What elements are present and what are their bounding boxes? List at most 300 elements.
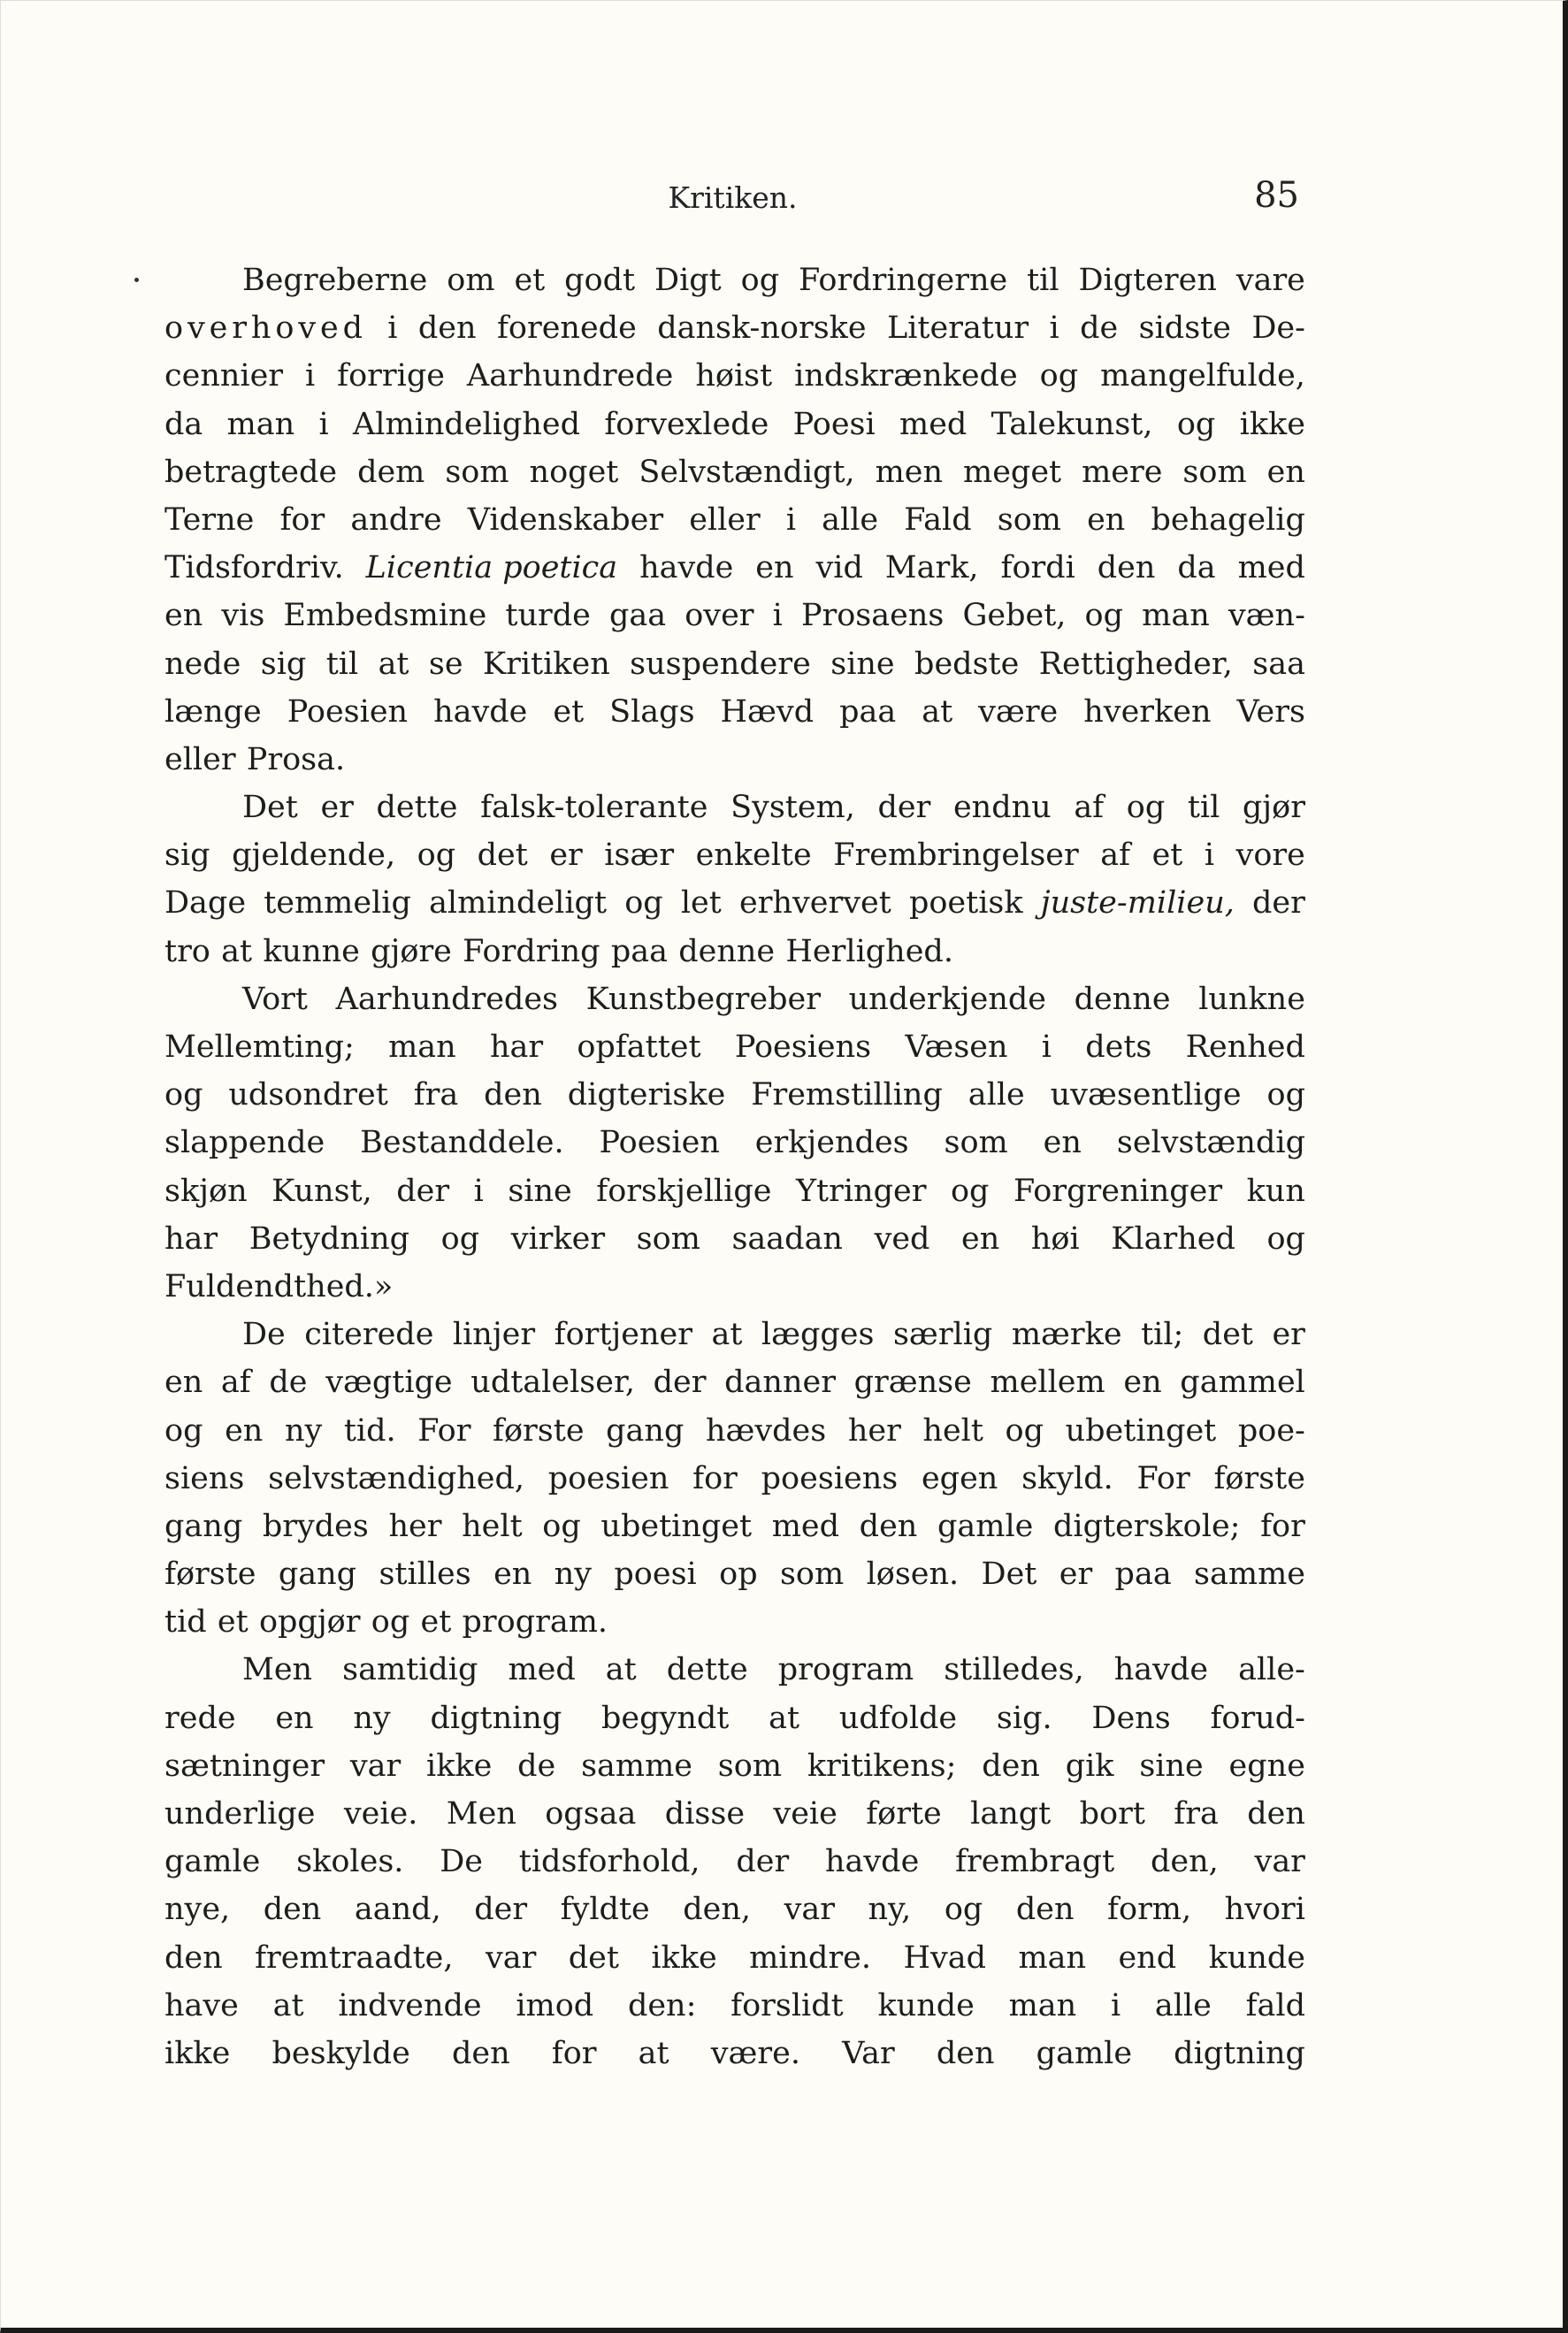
word: samme <box>581 1748 692 1784</box>
word: Digt <box>654 263 722 298</box>
word: virker <box>510 1220 606 1257</box>
text-line <box>164 879 1305 927</box>
word: paa <box>610 933 668 969</box>
word: den <box>417 310 477 347</box>
word: høi <box>1030 1220 1080 1257</box>
word: Hvad <box>903 1939 987 1976</box>
word: Poesien <box>287 693 409 730</box>
word: betragtede <box>164 454 338 490</box>
running-head <box>164 175 1301 228</box>
word: gammel <box>1180 1365 1305 1401</box>
word: falsk-tolerante <box>480 790 708 826</box>
word: Kunstbegreber <box>585 981 821 1017</box>
word: selvstændighed, <box>268 1460 525 1496</box>
text-line <box>164 928 1305 975</box>
word: digtning <box>430 1700 562 1736</box>
word: Hævd <box>720 693 815 730</box>
word: cennier <box>164 358 284 394</box>
word: Videnskaber <box>467 501 664 538</box>
text-line <box>164 1886 1305 1933</box>
word: vore <box>1235 838 1305 874</box>
word: Væsen <box>905 1029 1008 1065</box>
word: linjer <box>452 1317 536 1353</box>
word: Frembringelser <box>833 838 1079 874</box>
word: om <box>447 263 495 298</box>
word: Ytringer <box>795 1173 927 1209</box>
word: opgjør <box>258 1604 361 1641</box>
word: Poesien <box>599 1125 720 1161</box>
word: Almindelighed <box>353 406 580 442</box>
word: stilledes, <box>944 1652 1084 1688</box>
word: Dage <box>164 885 247 922</box>
running-title: Kritiken. <box>668 180 798 215</box>
word: digteriske <box>567 1077 726 1113</box>
paragraph <box>164 1311 1305 1646</box>
word: første <box>1213 1460 1305 1496</box>
word: der <box>1252 885 1305 922</box>
word: gik <box>1065 1748 1114 1784</box>
word: Begreberne <box>242 263 428 298</box>
word: Men <box>242 1652 313 1688</box>
word: især <box>604 838 675 874</box>
word: poesiens <box>761 1460 899 1496</box>
word: erhvervet <box>739 885 891 922</box>
word: opfattet <box>577 1029 701 1065</box>
word: men <box>875 454 944 490</box>
word: i <box>473 1173 484 1209</box>
word: Poesiens <box>734 1029 872 1065</box>
word: det <box>1202 1317 1253 1353</box>
word: sætninger <box>164 1748 325 1784</box>
text-line <box>164 1838 1305 1886</box>
word: de <box>517 1748 556 1784</box>
word: der <box>877 790 931 826</box>
paragraph <box>164 975 1305 1311</box>
word: program <box>777 1652 914 1688</box>
word: temmelig <box>264 885 411 922</box>
word: gamle <box>164 1844 261 1880</box>
word: et <box>553 693 585 730</box>
word: den: <box>627 1987 697 2023</box>
word: Vers <box>1236 693 1305 730</box>
word: dette <box>376 790 458 826</box>
word: Prosaens <box>800 598 945 634</box>
word: en <box>755 550 794 586</box>
word: fald <box>1245 1987 1305 2023</box>
word: mangelfulde, <box>1100 358 1305 394</box>
text-line <box>164 1167 1305 1215</box>
word: enkelte <box>695 838 812 874</box>
word: alle <box>822 501 879 538</box>
word: og <box>164 1412 203 1449</box>
word: aand, <box>354 1892 441 1928</box>
page-number: 85 <box>1254 175 1299 216</box>
word: man <box>1018 1939 1087 1976</box>
word: forskjellige <box>596 1173 772 1209</box>
word: langt <box>970 1796 1052 1832</box>
word: Var <box>842 2035 895 2071</box>
text-line <box>164 688 1305 736</box>
word: løsen. <box>866 1557 960 1593</box>
word: over <box>685 598 754 634</box>
word: Aarhundrede <box>466 358 674 394</box>
word: mærke <box>1011 1317 1122 1353</box>
word: saa <box>1252 646 1305 682</box>
text-line <box>164 1119 1305 1166</box>
word: veie. <box>343 1796 418 1832</box>
word: til <box>325 646 359 682</box>
word: forvexlede <box>604 406 769 442</box>
word: eller <box>689 501 761 538</box>
word: dette <box>666 1652 748 1688</box>
word: Poesi <box>792 406 876 442</box>
word: Herlighed. <box>785 933 953 969</box>
word: sig. <box>996 1700 1052 1736</box>
word: poesi <box>614 1557 697 1593</box>
word: alle <box>968 1077 1025 1113</box>
word: hævdes <box>705 1412 827 1449</box>
word: førte <box>866 1796 942 1832</box>
word: imod <box>516 1987 594 2023</box>
word: Mellemting; <box>164 1029 355 1065</box>
word: paa <box>1114 1557 1172 1593</box>
word: ny, <box>868 1892 912 1928</box>
word: og <box>417 838 456 874</box>
word: gjøre <box>371 933 452 969</box>
word: fremtraadte, <box>255 1939 454 1976</box>
word: Betydning <box>249 1220 410 1257</box>
word: der <box>396 1173 450 1209</box>
word: tid. <box>343 1412 396 1449</box>
word: her <box>388 1508 442 1544</box>
word: ubetinget <box>600 1508 753 1544</box>
word: poesien <box>547 1460 669 1496</box>
word: med <box>771 1508 840 1544</box>
word: gjør <box>1242 790 1305 826</box>
word: det <box>568 1939 619 1976</box>
text-line <box>164 1550 1305 1598</box>
word: en <box>1043 1125 1082 1161</box>
word: nede <box>164 646 241 682</box>
word: paa <box>839 693 897 730</box>
word: behagelig <box>1151 501 1305 538</box>
text-line <box>164 1982 1305 2030</box>
word: og <box>542 1508 581 1544</box>
word: helt <box>462 1508 523 1544</box>
word: som <box>636 1220 700 1257</box>
word: egen <box>921 1460 998 1496</box>
word: Licentia poetica <box>365 550 618 586</box>
word: skyld. <box>1021 1460 1113 1496</box>
word: og <box>1005 1412 1044 1449</box>
word: let <box>680 885 722 922</box>
word: alle <box>1154 1987 1212 2023</box>
word: særlig <box>892 1317 993 1353</box>
word: sine <box>830 646 895 682</box>
text-line <box>164 1407 1305 1455</box>
word: veie <box>773 1796 838 1832</box>
word: Fremstilling <box>751 1077 943 1113</box>
word: en <box>275 1700 314 1736</box>
text-line <box>164 1215 1305 1263</box>
word: havde <box>433 693 528 730</box>
word: vare <box>1235 263 1305 298</box>
word: System, <box>730 790 855 826</box>
text-line <box>164 1598 1305 1646</box>
word: mere <box>1082 454 1163 490</box>
text-line <box>164 448 1305 496</box>
word: den, <box>683 1892 752 1928</box>
word: udfolde <box>838 1700 958 1736</box>
word: Dens <box>1091 1700 1171 1736</box>
word: at <box>272 1987 304 2023</box>
word: og <box>950 1173 990 1209</box>
word: udtalelser, <box>470 1365 635 1401</box>
word: slappende <box>164 1125 325 1161</box>
word: Prosa. <box>246 741 346 777</box>
word: den <box>263 1892 322 1928</box>
word: poe- <box>1237 1412 1305 1449</box>
word: forrige <box>337 358 445 394</box>
word: Embedsmine <box>283 598 487 634</box>
word: De <box>440 1844 483 1880</box>
word: i <box>1049 310 1059 347</box>
word: har <box>164 1220 218 1257</box>
word: og <box>1126 790 1166 826</box>
word: dansk-norske <box>657 310 867 347</box>
word: her <box>847 1412 901 1449</box>
word: med <box>1237 550 1305 586</box>
text-line <box>164 352 1305 400</box>
word: skjøn <box>164 1173 248 1209</box>
word: forud- <box>1210 1700 1305 1736</box>
word: indskrænkede <box>794 358 1018 394</box>
text-line <box>164 831 1305 879</box>
word: grænse <box>853 1365 972 1401</box>
word: da <box>1177 550 1216 586</box>
word: og <box>624 885 663 922</box>
word: gang <box>278 1557 357 1593</box>
word: var <box>1254 1844 1305 1880</box>
word: og <box>164 1077 203 1113</box>
word: en <box>164 1365 203 1401</box>
word: Det <box>981 1557 1037 1593</box>
word: gamle <box>937 1508 1034 1544</box>
word: gamle <box>1036 2035 1133 2071</box>
word: da <box>164 406 203 442</box>
word: helt <box>922 1412 983 1449</box>
word: vægtige <box>325 1365 453 1401</box>
word: danner <box>724 1365 836 1401</box>
text-line <box>164 401 1305 448</box>
word: For <box>1136 1460 1190 1496</box>
word: Kritiken <box>482 646 610 682</box>
text-line <box>164 1455 1305 1503</box>
word: et <box>217 1604 249 1641</box>
text-line <box>164 1934 1305 1982</box>
word: gaa <box>608 598 667 634</box>
word: de <box>1080 310 1119 347</box>
word: ny <box>554 1557 593 1593</box>
word: have <box>164 1987 239 2023</box>
word: havde <box>639 550 734 586</box>
word: den <box>859 1508 918 1544</box>
word: hvori <box>1224 1892 1305 1928</box>
word: havde <box>824 1844 920 1880</box>
word: som <box>779 1557 845 1593</box>
word: sine <box>508 1173 572 1209</box>
word: gang <box>606 1412 685 1449</box>
word: end <box>1118 1939 1177 1976</box>
word: lægges <box>761 1317 875 1353</box>
word: de <box>269 1365 308 1401</box>
text-line <box>164 1646 1305 1694</box>
word: dem <box>357 454 425 490</box>
word: kunde <box>877 1987 975 2023</box>
word: Kunst, <box>272 1173 372 1209</box>
word: væn- <box>1228 598 1305 634</box>
word: Fuldendthed.» <box>164 1268 394 1304</box>
word: med <box>899 406 968 442</box>
text-line <box>164 1311 1305 1358</box>
text-line <box>164 1790 1305 1838</box>
word: i <box>772 598 783 634</box>
word: af <box>1100 838 1131 874</box>
word: for <box>1260 1508 1305 1544</box>
word: udsondret <box>228 1077 388 1113</box>
word: mellem <box>990 1365 1105 1401</box>
word: For <box>417 1412 471 1449</box>
word: kunde <box>1208 1939 1305 1976</box>
word: dets <box>1085 1029 1152 1065</box>
word: i <box>1110 1987 1121 2023</box>
word: at <box>221 933 253 969</box>
word: andre <box>350 501 442 538</box>
word: i <box>318 406 329 442</box>
word: til <box>1187 790 1220 826</box>
word: den <box>164 1939 223 1976</box>
word: Slags <box>609 693 695 730</box>
word: fra <box>1174 1796 1219 1832</box>
word: beskylde <box>272 2035 410 2071</box>
word: at <box>711 1317 743 1353</box>
word: høist <box>695 358 773 394</box>
word: Vort <box>242 981 308 1017</box>
word: den <box>451 2035 510 2071</box>
word: af <box>220 1365 251 1401</box>
word: den <box>936 2035 995 2071</box>
word: alle- <box>1238 1652 1305 1688</box>
word: fyldte <box>560 1892 650 1928</box>
word: der <box>736 1844 790 1880</box>
word: og <box>1176 406 1216 442</box>
word: suspendere <box>630 646 811 682</box>
word: og <box>1266 1220 1305 1257</box>
word: juste-milieu, <box>1040 885 1235 922</box>
word: skoles. <box>296 1844 404 1880</box>
text-line <box>164 1263 1305 1311</box>
word: og <box>1266 1077 1305 1113</box>
word: selvstændig <box>1116 1125 1305 1161</box>
word: havde <box>1113 1652 1209 1688</box>
word: det <box>477 838 528 874</box>
word: den <box>1097 550 1156 586</box>
word: var <box>485 1939 537 1976</box>
word: ikke <box>426 1748 493 1784</box>
word: har <box>489 1029 544 1065</box>
word: er <box>1272 1317 1305 1353</box>
word: Klarhed <box>1111 1220 1235 1257</box>
word: man <box>1008 1987 1077 2023</box>
word: turde <box>505 598 591 634</box>
word: forenede <box>496 310 637 347</box>
word: til; <box>1141 1317 1184 1353</box>
word: se <box>428 646 463 682</box>
word: var <box>349 1748 402 1784</box>
word: denne <box>678 933 776 969</box>
word: den, <box>1150 1844 1219 1880</box>
word: samme <box>1194 1557 1305 1593</box>
word: med <box>508 1652 576 1688</box>
word: kritikens; <box>807 1748 957 1784</box>
word: en <box>1123 1365 1162 1401</box>
word: man <box>226 406 295 442</box>
word: frembragt <box>955 1844 1115 1880</box>
text-line <box>164 256 1305 304</box>
word: i <box>305 358 316 394</box>
word: en <box>225 1412 264 1449</box>
word: Forgreninger <box>1013 1173 1223 1209</box>
word: der <box>653 1365 707 1401</box>
word: godt <box>564 263 636 298</box>
word: Gebet, <box>962 598 1067 634</box>
word: hverken <box>1083 693 1212 730</box>
word: ikke <box>1239 406 1305 442</box>
word: var <box>784 1892 835 1928</box>
word: er <box>549 838 583 874</box>
word: Literatur <box>887 310 1029 347</box>
stray-ink-mark <box>134 278 139 282</box>
word: i <box>1041 1029 1052 1065</box>
text-line <box>164 736 1305 784</box>
word: noget <box>529 454 619 490</box>
word: Digteren <box>1078 263 1217 298</box>
body-text <box>164 256 1305 2077</box>
word: ikke <box>164 2035 231 2071</box>
word: første <box>493 1412 585 1449</box>
word: indvende <box>338 1987 482 2023</box>
word: kun <box>1246 1173 1305 1209</box>
text-line <box>164 592 1305 639</box>
paragraph <box>164 256 1305 784</box>
word: at <box>605 1652 637 1688</box>
word: i <box>1204 838 1215 874</box>
word: overhoved <box>164 310 367 347</box>
word: for <box>692 1460 738 1496</box>
word: egne <box>1228 1748 1305 1784</box>
word: siens <box>164 1460 245 1496</box>
word: Fald <box>904 501 972 538</box>
word: til <box>1027 263 1059 298</box>
word: brydes <box>262 1508 369 1544</box>
word: Det <box>242 790 298 826</box>
word: en <box>961 1220 1000 1257</box>
word: saadan <box>731 1220 843 1257</box>
word: fortjener <box>554 1317 692 1353</box>
word: den <box>1247 1796 1305 1832</box>
word: og <box>1039 358 1079 394</box>
word: ny <box>284 1412 323 1449</box>
